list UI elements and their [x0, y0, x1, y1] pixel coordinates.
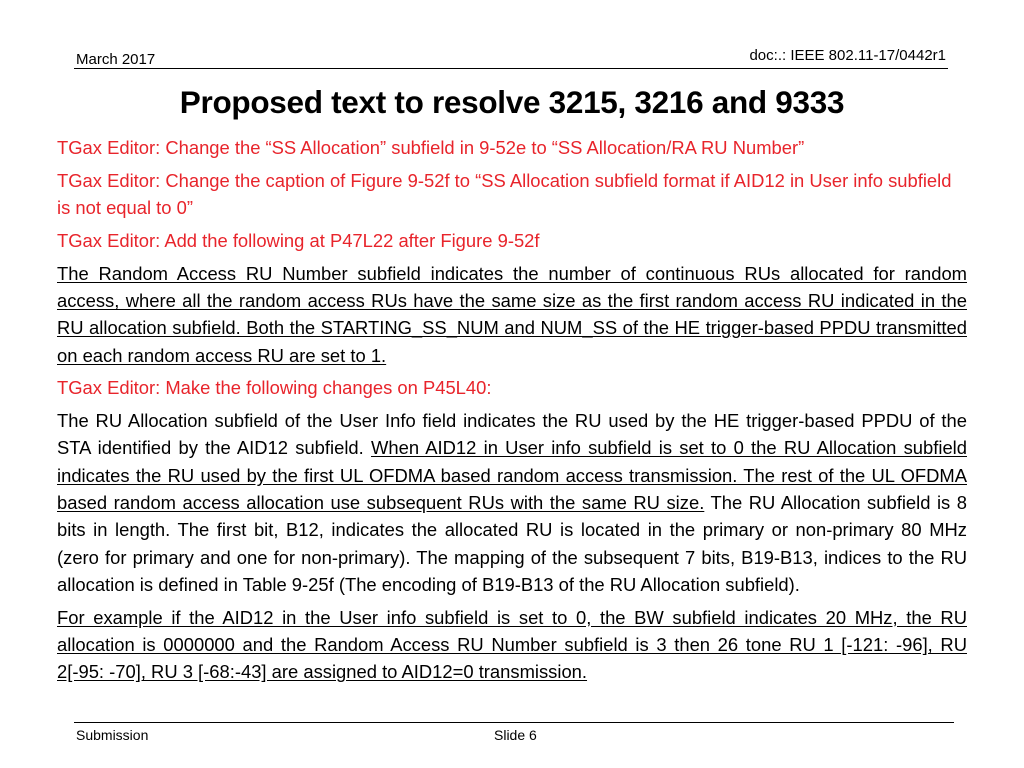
slide-body: [57, 134, 967, 691]
footer-submission: Submission: [76, 727, 149, 743]
random-access-ru-paragraph: [57, 260, 967, 369]
existing-text-continued: The RU Allocation subfield is 8 bits in length. The first bit, B12, indicates the allocated RU is located in the primary or non-primary 80 MHz (zero for primary and one for non-primary). The mapping of the subsequent 7 bits, B19-B13, indices to the RU allocation is defined in Table 9-25f (The encoding of B19-B13 of the RU Allocation subfield).: [57, 492, 968, 595]
editor-instruction-3: TGax Editor: Add the following at P47L22 after Figure 9-52f: [57, 229, 540, 251]
header-date: March 2017: [76, 51, 156, 68]
header-divider: [74, 68, 948, 69]
inserted-text: When AID12 in User info subfield is set to 0 the RU Allocation subfield indicates the RU used by the first UL OFDMA based random access transmission. The rest of the UL OFDMA based random access allocation use subsequent RUs with the same RU size.: [57, 437, 967, 514]
inserted-example-text: For example if the AID12 in the User info subfield is set to 0, the BW subfield indicates 20 MHz, the RU allocation is 0000000 and the Random Access RU Number subfield is 3 then 26 tone RU 1 [-121: -96], RU 2[-95: -70], RU 3 [-68:-43] are assigned to AID12=0 transmission.: [57, 606, 967, 683]
slide-title: Proposed text to resolve 3215, 3216 and 9333: [179, 84, 845, 120]
editor-instruction-1: TGax Editor: Change the “SS Allocation” subfield in 9-52e to “SS Allocation/RA RU Number”: [57, 137, 805, 158]
inserted-text: The Random Access RU Number subfield indicates the number of continuous RUs allocated for random access, where all the random access RUs have the same size as the first random access RU indicated in the RU allocation subfield. Both the STARTING_SS_NUM and NUM_SS of the HE trigger-based PPDU transmitted on each random access RU are set to 1.: [57, 262, 967, 366]
footer-slide-number: Slide 6: [494, 727, 537, 743]
footer-divider: [74, 722, 954, 723]
existing-text: The RU Allocation subfield of the User Info field indicates the RU used by the HE trigger-based PPDU of the STA identified by the AID12 subfield.: [57, 410, 967, 459]
header-doc-id: doc:.: IEEE 802.11-17/0442r1: [749, 47, 946, 64]
editor-instruction-2: TGax Editor: Change the caption of Figure 9-52f to “SS Allocation subfield format if AID12 in User info subfield is not equal to 0”: [57, 169, 952, 219]
ru-allocation-paragraph: [57, 407, 967, 598]
editor-instruction-4: TGax Editor: Make the following changes on P45L40:: [57, 377, 492, 399]
example-paragraph: [57, 604, 967, 686]
